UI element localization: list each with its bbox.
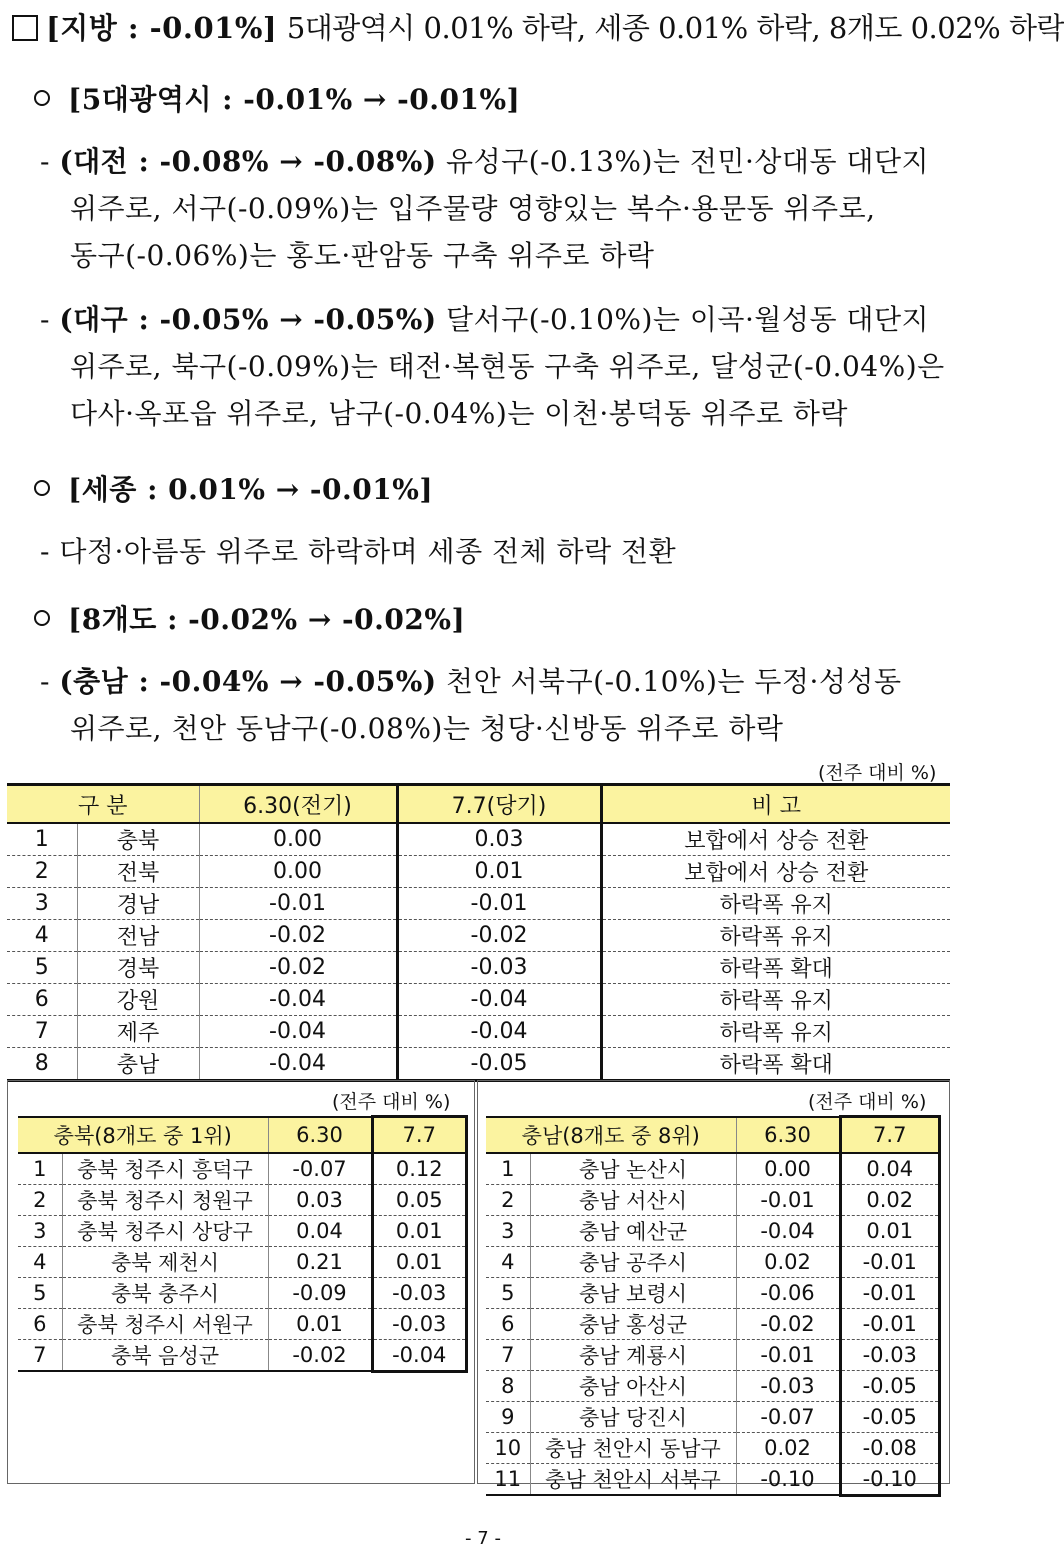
provinces-title xyxy=(34,598,465,638)
prev-value: -0.07 xyxy=(736,1402,840,1433)
chungnam-header-current: 7.7 xyxy=(840,1117,940,1154)
district-name: 충남 논산시 xyxy=(530,1153,736,1185)
district-name: 충남 계룡시 xyxy=(530,1340,736,1371)
table-row xyxy=(7,888,950,920)
prev-value: -0.02 xyxy=(199,952,397,984)
row-number: 3 xyxy=(486,1216,530,1247)
current-value: -0.01 xyxy=(840,1247,940,1278)
current-value: -0.05 xyxy=(840,1402,940,1433)
district-name: 충남 당진시 xyxy=(530,1402,736,1433)
table-row xyxy=(486,1464,940,1496)
prev-value: -0.07 xyxy=(268,1153,372,1185)
note: 하락폭 확대 xyxy=(601,952,950,984)
current-value: 0.01 xyxy=(840,1216,940,1247)
current-value: -0.04 xyxy=(372,1340,467,1372)
section-heading xyxy=(12,6,1064,47)
region-name: 경북 xyxy=(77,952,199,984)
prev-value: -0.02 xyxy=(199,920,397,952)
current-value: 0.01 xyxy=(372,1247,467,1278)
prev-value: -0.01 xyxy=(736,1185,840,1216)
table-row xyxy=(486,1247,940,1278)
current-value: -0.10 xyxy=(840,1464,940,1496)
chungnam-header-region: 충남(8개도 중 8위) xyxy=(486,1117,736,1154)
current-value: -0.03 xyxy=(372,1278,467,1309)
prev-value: 0.01 xyxy=(268,1309,372,1340)
region-name: 경남 xyxy=(77,888,199,920)
table-row xyxy=(7,1048,950,1081)
prev-value: -0.01 xyxy=(736,1340,840,1371)
current-value: -0.01 xyxy=(397,888,601,920)
chungbuk-header-row xyxy=(18,1117,467,1154)
prev-value: 0.00 xyxy=(199,856,397,888)
district-name: 충북 청주시 상당구 xyxy=(62,1216,268,1247)
sejong-title xyxy=(34,468,433,508)
daegu-label: (대구 : -0.05% → -0.05%) xyxy=(59,303,437,336)
prev-value: -0.04 xyxy=(736,1216,840,1247)
note: 하락폭 유지 xyxy=(601,984,950,1016)
table-row xyxy=(486,1153,940,1185)
note: 보합에서 상승 전환 xyxy=(601,856,950,888)
header-prev: 6.30(전기) xyxy=(199,785,397,824)
district-name: 충북 음성군 xyxy=(62,1340,268,1372)
table-row xyxy=(486,1185,940,1216)
daegu-line-1: - (대구 : -0.05% → -0.05%) 달서구(-0.10%)는 이곡·월성동 대단지 xyxy=(40,303,930,336)
daegu-line-2: 위주로, 북구(-0.09%)는 태전·복현동 구축 위주로, 달성군(-0.04%)은 xyxy=(70,350,945,383)
note: 보합에서 상승 전환 xyxy=(601,823,950,856)
metro-title xyxy=(34,78,520,118)
current-value: -0.03 xyxy=(840,1340,940,1371)
table-row xyxy=(486,1216,940,1247)
prev-value: -0.10 xyxy=(736,1464,840,1496)
district-name: 충남 아산시 xyxy=(530,1371,736,1402)
current-value: -0.05 xyxy=(397,1048,601,1081)
table-row xyxy=(18,1216,467,1247)
prev-value: 0.02 xyxy=(736,1247,840,1278)
table-row xyxy=(7,984,950,1016)
chungnam-line-2: 위주로, 천안 동남구(-0.08%)는 청당·신방동 위주로 하락 xyxy=(70,712,784,745)
row-number: 2 xyxy=(7,856,77,888)
table-row xyxy=(18,1309,467,1340)
heading-title: [지방 : -0.01%] xyxy=(46,11,278,45)
sejong-title-text: [세종 : 0.01% → -0.01%] xyxy=(68,473,434,506)
circle-bullet-icon xyxy=(34,480,50,496)
row-number: 5 xyxy=(486,1278,530,1309)
row-number: 6 xyxy=(486,1309,530,1340)
current-value: 0.04 xyxy=(840,1153,940,1185)
circle-bullet-icon xyxy=(34,90,50,106)
row-number: 11 xyxy=(486,1464,530,1496)
right-table-unit: (전주 대비 %) xyxy=(808,1091,927,1113)
prev-value: 0.00 xyxy=(199,823,397,856)
header-current: 7.7(당기) xyxy=(397,785,601,824)
sejong-line-1: - 다정·아름동 위주로 하락하며 세종 전체 하락 전환 xyxy=(40,535,677,568)
row-number: 5 xyxy=(7,952,77,984)
daegu-line-3: 다사·옥포읍 위주로, 남구(-0.04%)는 이천·봉덕동 위주로 하락 xyxy=(70,397,848,430)
current-value: -0.05 xyxy=(840,1371,940,1402)
table-row xyxy=(18,1340,467,1372)
chungbuk-header-region: 충북(8개도 중 1위) xyxy=(18,1117,268,1154)
region-name: 제주 xyxy=(77,1016,199,1048)
header-category: 구 분 xyxy=(7,785,199,824)
chungnam-header-row xyxy=(486,1117,940,1154)
current-value: -0.04 xyxy=(397,1016,601,1048)
district-name: 충북 제천시 xyxy=(62,1247,268,1278)
header-note: 비 고 xyxy=(601,785,950,824)
table-row xyxy=(486,1340,940,1371)
table-row xyxy=(486,1278,940,1309)
row-number: 1 xyxy=(18,1153,62,1185)
chungbuk-header-prev: 6.30 xyxy=(268,1117,372,1154)
row-number: 5 xyxy=(18,1278,62,1309)
row-number: 6 xyxy=(7,984,77,1016)
row-number: 1 xyxy=(7,823,77,856)
row-number: 4 xyxy=(7,920,77,952)
row-number: 3 xyxy=(18,1216,62,1247)
current-value: -0.01 xyxy=(840,1278,940,1309)
chungbuk-header-current: 7.7 xyxy=(372,1117,467,1154)
table-row xyxy=(18,1185,467,1216)
table-row xyxy=(486,1309,940,1340)
current-value: 0.12 xyxy=(372,1153,467,1185)
daejeon-line-3: 동구(-0.06%)는 홍도·판암동 구축 위주로 하락 xyxy=(70,239,655,272)
row-number: 7 xyxy=(18,1340,62,1372)
note: 하락폭 확대 xyxy=(601,1048,950,1081)
district-name: 충남 천안시 동남구 xyxy=(530,1433,736,1464)
chungnam-text-1: 천안 서북구(-0.10%)는 두정·성성동 xyxy=(446,665,902,698)
provinces-title-text: [8개도 : -0.02% → -0.02%] xyxy=(68,603,466,636)
district-name: 충북 청주시 흥덕구 xyxy=(62,1153,268,1185)
current-value: -0.03 xyxy=(372,1309,467,1340)
prev-value: -0.04 xyxy=(199,1016,397,1048)
prev-value: -0.01 xyxy=(199,888,397,920)
current-value: -0.01 xyxy=(840,1309,940,1340)
checkbox-icon xyxy=(12,15,38,41)
prev-value: 0.04 xyxy=(268,1216,372,1247)
district-name: 충남 예산군 xyxy=(530,1216,736,1247)
current-value: -0.08 xyxy=(840,1433,940,1464)
table-row xyxy=(7,823,950,856)
current-value: 0.05 xyxy=(372,1185,467,1216)
row-number: 7 xyxy=(7,1016,77,1048)
district-name: 충남 보령시 xyxy=(530,1278,736,1309)
region-name: 충북 xyxy=(77,823,199,856)
row-number: 9 xyxy=(486,1402,530,1433)
current-value: 0.03 xyxy=(397,823,601,856)
table-row xyxy=(18,1153,467,1185)
current-value: 0.02 xyxy=(840,1185,940,1216)
table-row xyxy=(486,1433,940,1464)
main-table xyxy=(7,783,950,1082)
note: 하락폭 유지 xyxy=(601,888,950,920)
note: 하락폭 유지 xyxy=(601,1016,950,1048)
prev-value: 0.02 xyxy=(736,1433,840,1464)
prev-value: 0.21 xyxy=(268,1247,372,1278)
main-table-header-row xyxy=(7,785,950,824)
row-number: 2 xyxy=(486,1185,530,1216)
table-row xyxy=(18,1278,467,1309)
current-value: -0.03 xyxy=(397,952,601,984)
prev-value: -0.06 xyxy=(736,1278,840,1309)
current-value: 0.01 xyxy=(372,1216,467,1247)
district-name: 충남 서산시 xyxy=(530,1185,736,1216)
heading-text: 5대광역시 0.01% 하락, 세종 0.01% 하락, 8개도 0.02% 하락 xyxy=(286,11,1064,45)
region-name: 전남 xyxy=(77,920,199,952)
district-name: 충남 천안시 서북구 xyxy=(530,1464,736,1496)
metro-title-text: [5대광역시 : -0.01% → -0.01%] xyxy=(68,83,521,116)
note: 하락폭 유지 xyxy=(601,920,950,952)
row-number: 1 xyxy=(486,1153,530,1185)
table-row xyxy=(486,1371,940,1402)
row-number: 4 xyxy=(18,1247,62,1278)
district-name: 충북 충주시 xyxy=(62,1278,268,1309)
prev-value: -0.09 xyxy=(268,1278,372,1309)
prev-value: 0.03 xyxy=(268,1185,372,1216)
chungnam-table xyxy=(486,1115,941,1497)
region-name: 충남 xyxy=(77,1048,199,1081)
district-name: 충남 홍성군 xyxy=(530,1309,736,1340)
daejeon-line-2: 위주로, 서구(-0.09%)는 입주물량 영향있는 복수·용문동 위주로, xyxy=(70,192,876,225)
table-row xyxy=(7,952,950,984)
current-value: 0.01 xyxy=(397,856,601,888)
table-row xyxy=(7,920,950,952)
left-table-unit: (전주 대비 %) xyxy=(332,1091,451,1113)
circle-bullet-icon xyxy=(34,610,50,626)
daejeon-label: (대전 : -0.08% → -0.08%) xyxy=(59,145,437,178)
row-number: 6 xyxy=(18,1309,62,1340)
prev-value: 0.00 xyxy=(736,1153,840,1185)
daegu-text-1: 달서구(-0.10%)는 이곡·월성동 대단지 xyxy=(446,303,930,336)
page-number: - 7 - xyxy=(465,1528,501,1549)
row-number: 4 xyxy=(486,1247,530,1278)
chungnam-label: (충남 : -0.04% → -0.05%) xyxy=(59,665,437,698)
chungnam-header-prev: 6.30 xyxy=(736,1117,840,1154)
district-name: 충북 청주시 청원구 xyxy=(62,1185,268,1216)
daejeon-line-1: - (대전 : -0.08% → -0.08%) 유성구(-0.13%)는 전민·상대동 대단지 xyxy=(40,145,930,178)
daejeon-text-1: 유성구(-0.13%)는 전민·상대동 대단지 xyxy=(446,145,930,178)
district-name: 충북 청주시 서원구 xyxy=(62,1309,268,1340)
row-number: 3 xyxy=(7,888,77,920)
chungnam-box xyxy=(477,1080,950,1492)
table-row xyxy=(7,1016,950,1048)
region-name: 전북 xyxy=(77,856,199,888)
chungbuk-box xyxy=(7,1080,475,1484)
table-row xyxy=(7,856,950,888)
chungnam-line-1: - (충남 : -0.04% → -0.05%) 천안 서북구(-0.10%)는 두정·성성동 xyxy=(40,665,902,698)
prev-value: -0.02 xyxy=(736,1309,840,1340)
region-name: 강원 xyxy=(77,984,199,1016)
row-number: 8 xyxy=(7,1048,77,1081)
prev-value: -0.03 xyxy=(736,1371,840,1402)
prev-value: -0.04 xyxy=(199,1048,397,1081)
row-number: 7 xyxy=(486,1340,530,1371)
current-value: -0.02 xyxy=(397,920,601,952)
row-number: 8 xyxy=(486,1371,530,1402)
prev-value: -0.02 xyxy=(268,1340,372,1372)
row-number: 10 xyxy=(486,1433,530,1464)
table-row xyxy=(486,1402,940,1433)
sejong-text: 다정·아름동 위주로 하락하며 세종 전체 하락 전환 xyxy=(59,535,677,568)
chungbuk-table xyxy=(18,1115,468,1373)
main-table-unit: (전주 대비 %) xyxy=(818,762,937,784)
table-row xyxy=(18,1247,467,1278)
current-value: -0.04 xyxy=(397,984,601,1016)
prev-value: -0.04 xyxy=(199,984,397,1016)
district-name: 충남 공주시 xyxy=(530,1247,736,1278)
row-number: 2 xyxy=(18,1185,62,1216)
